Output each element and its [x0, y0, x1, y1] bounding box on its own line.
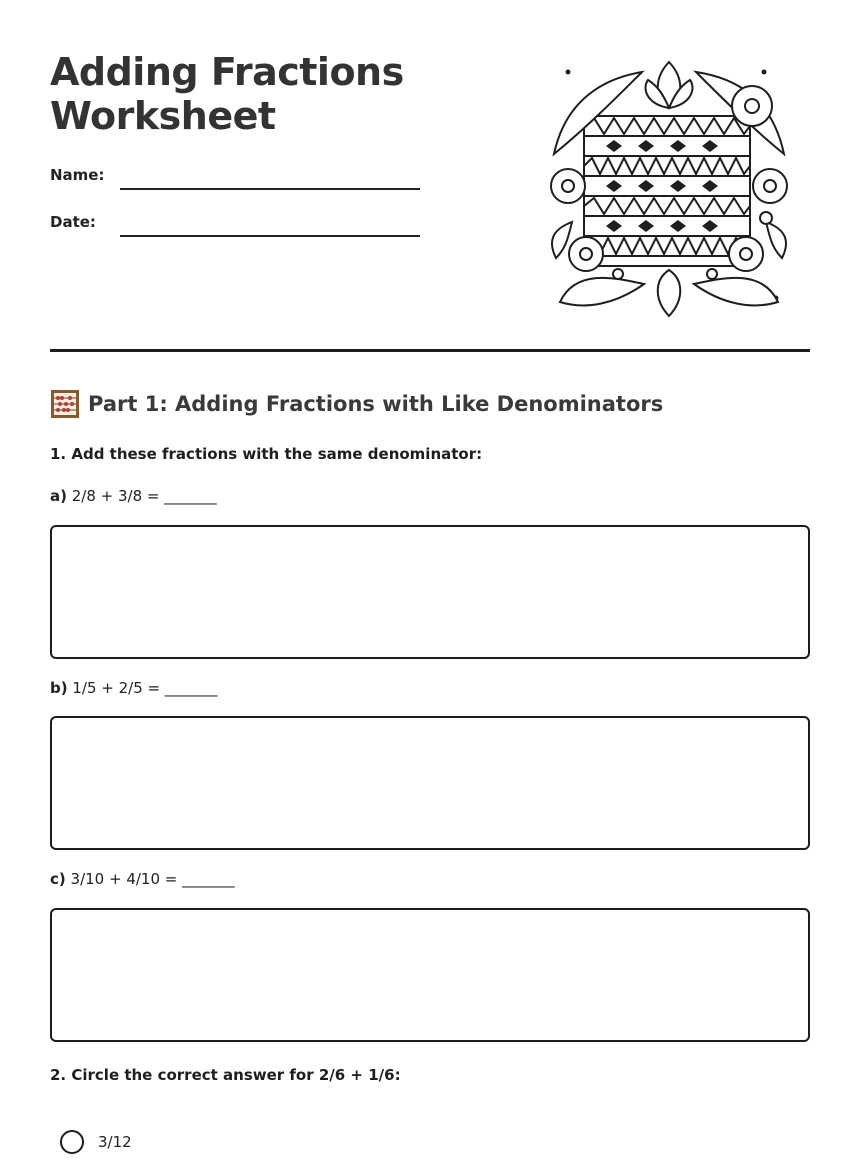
- problem-expression: 3/10 + 4/10 = _______: [70, 870, 235, 888]
- problem-a: [50, 487, 217, 505]
- name-input-line[interactable]: [120, 188, 420, 190]
- answer-option[interactable]: [60, 1130, 132, 1154]
- problem-expression: 2/8 + 3/8 = _______: [71, 487, 217, 505]
- date-label: Date:: [50, 213, 96, 231]
- question-2-heading: 2. Circle the correct answer for 2/6 + 1/6:: [50, 1066, 401, 1084]
- answer-box-a[interactable]: [50, 525, 810, 659]
- name-field[interactable]: [50, 166, 420, 196]
- problem-letter: c): [50, 870, 66, 888]
- problem-letter: b): [50, 679, 68, 697]
- problem-expression: 1/5 + 2/5 = _______: [72, 679, 218, 697]
- date-input-line[interactable]: [120, 235, 420, 237]
- problem-b: [50, 679, 217, 697]
- name-label: Name:: [50, 166, 105, 184]
- worksheet-header: [50, 50, 810, 330]
- question-1-heading: 1. Add these fractions with the same denominator:: [50, 445, 483, 463]
- problem-c: [50, 870, 235, 888]
- worksheet-title: Adding Fractions Worksheet: [50, 50, 404, 138]
- option-label: 3/12: [98, 1133, 132, 1151]
- problem-letter: a): [50, 487, 67, 505]
- part1-heading: [50, 388, 663, 420]
- abacus-icon: [50, 389, 80, 419]
- part1-title: Part 1: Adding Fractions with Like Denominators: [88, 392, 664, 416]
- header-divider: [50, 349, 810, 352]
- answer-box-b[interactable]: [50, 716, 810, 850]
- date-field[interactable]: [50, 213, 420, 243]
- answer-box-c[interactable]: [50, 908, 810, 1042]
- tribal-pattern-illustration: [546, 58, 792, 320]
- radio-circle-icon[interactable]: [60, 1130, 84, 1154]
